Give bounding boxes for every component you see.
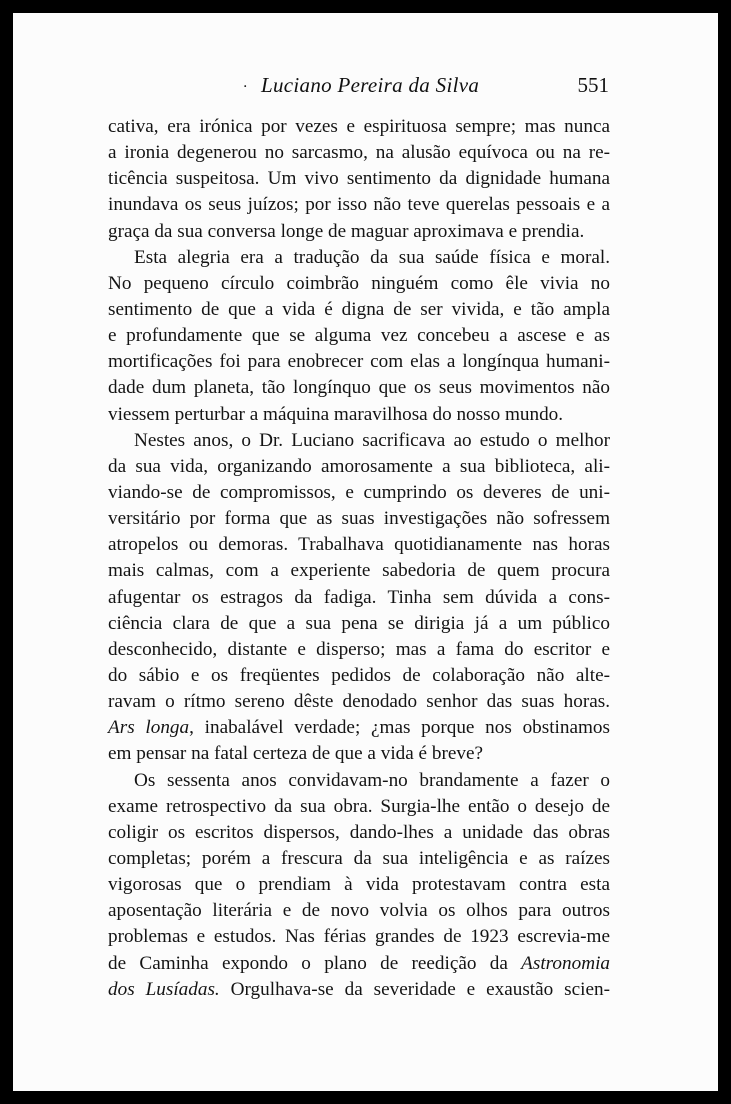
text-line: aposentação literária e de novo volvia os olhos para outros	[108, 900, 610, 922]
text-line	[108, 715, 610, 741]
line-continuation: , inabalável verdade; ¿mas porque nos obstinamos	[189, 717, 610, 739]
text-line: viessem perturbar a máquina maravilhosa do nosso mundo.	[108, 403, 564, 425]
italic-title: Astronomia	[521, 952, 610, 974]
text-line: ticência suspeitosa. Um vivo sentimento da dignidade humana	[108, 168, 610, 190]
line-lead: de Caminha expondo o plano de reedição da	[108, 952, 522, 974]
text-line: exame retrospectivo da sua obra. Surgia-lhe então o desejo de	[108, 795, 610, 817]
italic-title: dos Lusíadas.	[108, 978, 220, 1000]
text-line: do sábio e os freqüentes pedidos de colaboração não alte-	[108, 664, 610, 686]
paragraph-first-line: Nestes anos, o Dr. Luciano sacrificava ao estudo o melhor	[134, 429, 610, 451]
text-line: problemas e estudos. Nas férias grandes de 1923 escrevia-me	[108, 926, 610, 948]
text-line: inundava os seus juízos; por isso não teve querelas pessoais e a	[108, 194, 610, 216]
text-line: completas; porém a frescura da sua inteligência e as raízes	[108, 847, 610, 869]
paragraph-first-line: Os sessenta anos convidavam-no brandamente a fazer o	[134, 769, 610, 791]
text-line: cativa, era irónica por vezes e espirituosa sempre; mas nunca	[108, 116, 610, 137]
text-line: desconhecido, distante e disperso; mas a fama do escritor e	[108, 638, 610, 660]
running-title: Luciano Pereira da Silva	[261, 73, 480, 97]
text-line: a ironia degenerou no sarcasmo, na alusão equívoca ou na re-	[108, 142, 610, 164]
line-continuation: Orgulhava-se da severidade e exaustão scien-	[219, 978, 610, 1000]
text-line: versitário por forma que as suas investigações não sofressem	[108, 508, 610, 530]
text-line	[108, 977, 610, 1003]
text-line: mortificações foi para enobrecer com elas a longínqua humani-	[108, 351, 610, 373]
italic-phrase: Ars longa	[108, 717, 190, 739]
text-line: afugentar os estragos da fadiga. Tinha sem dúvida a cons-	[108, 586, 610, 608]
page-number: 551	[577, 73, 609, 97]
text-line: mais calmas, com a experiente sabedoria de quem procura	[108, 560, 610, 582]
text-line: atropelos ou demoras. Trabalhava quotidianamente nas horas	[108, 534, 610, 556]
text-line: vigorosas que o prendiam à vida protestavam contra esta	[108, 874, 610, 896]
header-separator: ·	[243, 79, 248, 95]
text-line: ravam o rítmo sereno dêste denodado senhor das suas horas.	[108, 691, 610, 713]
text-line: e profundamente que se alguma vez concebeu a ascese e as	[108, 325, 610, 347]
text-line: viando-se de compromissos, e cumprindo os deveres de uni-	[108, 481, 610, 503]
body-text	[108, 114, 610, 1003]
text-line: em pensar na fatal certeza de que a vida é breve?	[108, 743, 483, 765]
text-line: dade dum planeta, tão longínquo que os seus movimentos não	[108, 377, 610, 399]
text-line: da sua vida, organizando amorosamente a sua biblioteca, ali-	[108, 455, 610, 477]
running-header	[123, 73, 609, 105]
text-line: graça da sua conversa longe de maguar aproximava e prendia.	[108, 220, 585, 242]
book-page	[13, 13, 718, 1091]
text-line	[108, 951, 610, 977]
text-line: No pequeno círculo coimbrão ninguém como êle vivia no	[108, 272, 610, 294]
paragraph-first-line: Esta alegria era a tradução da sua saúde física e moral.	[134, 246, 610, 268]
text-line: sentimento de que a vida é digna de ser vivida, e tão ampla	[108, 298, 610, 320]
text-line: ciência clara de que a sua pena se dirigia já a um público	[108, 612, 610, 634]
text-line: coligir os escritos dispersos, dando-lhes a unidade das obras	[108, 821, 610, 843]
